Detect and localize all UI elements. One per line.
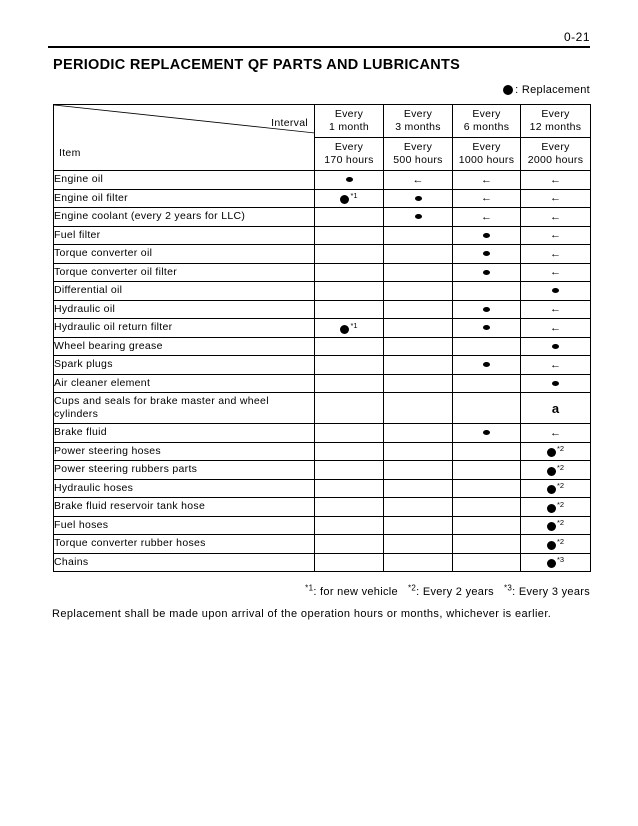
replacement-dot-icon <box>547 522 556 531</box>
schedule-cell <box>453 442 521 461</box>
interval-months-header: Every 6 months <box>453 105 521 138</box>
schedule-cell <box>384 479 453 498</box>
item-name: Torque converter rubber hoses <box>54 535 315 554</box>
table-row <box>54 319 591 338</box>
schedule-cell <box>453 319 521 338</box>
corner-diagonal <box>54 105 315 170</box>
same-as-left-arrow-icon: ← <box>550 426 561 439</box>
schedule-cell <box>453 171 521 190</box>
replacement-dot-icon <box>547 448 556 457</box>
schedule-cell <box>315 189 384 208</box>
schedule-letter: a <box>551 400 560 416</box>
item-name: Hydraulic oil return filter <box>54 319 315 338</box>
item-name: Differential oil <box>54 282 315 301</box>
same-as-left-arrow-icon: ← <box>550 303 561 316</box>
schedule-cell <box>315 245 384 264</box>
table-row <box>54 442 591 461</box>
replacement-dot-icon <box>346 177 353 182</box>
schedule-cell <box>521 282 591 301</box>
schedule-cell <box>384 245 453 264</box>
schedule-cell <box>453 337 521 356</box>
footnote-text: : Every 3 years <box>512 585 590 598</box>
replacement-dot-icon <box>552 288 559 293</box>
replacement-dot-icon <box>415 214 422 219</box>
item-name: Air cleaner element <box>54 374 315 393</box>
schedule-cell <box>384 393 453 424</box>
schedule-cell <box>315 479 384 498</box>
schedule-cell <box>315 282 384 301</box>
schedule-cell <box>315 356 384 375</box>
replacement-dot-icon <box>483 362 490 367</box>
schedule-cell <box>453 226 521 245</box>
footnote-ref: *1 <box>350 191 358 200</box>
schedule-cell <box>453 189 521 208</box>
footnote-ref: *2 <box>556 536 565 546</box>
table-row <box>54 245 591 264</box>
replacement-dot-icon <box>415 196 422 201</box>
table-row <box>54 393 591 424</box>
table-row <box>54 374 591 393</box>
replacement-dot-icon <box>340 195 349 204</box>
footnote-text: : Every 2 years <box>416 585 494 598</box>
replacement-note: Replacement shall be made upon arrival of the operation hours or months, whichever is earlier. <box>52 608 552 620</box>
interval-months-header: Every 3 months <box>384 105 453 138</box>
schedule-cell <box>315 319 384 338</box>
schedule-cell <box>521 300 591 319</box>
schedule-cell <box>521 393 591 424</box>
schedule-cell <box>521 263 591 282</box>
replacement-dot-icon <box>552 381 559 386</box>
replacement-dot-icon <box>547 541 556 550</box>
table-row <box>54 516 591 535</box>
schedule-cell <box>315 393 384 424</box>
table-row <box>54 208 591 227</box>
item-name: Brake fluid reservoir tank hose <box>54 498 315 517</box>
same-as-left-arrow-icon: ← <box>550 210 561 223</box>
schedule-cell <box>384 356 453 375</box>
item-name: Torque converter oil <box>54 245 315 264</box>
schedule-cell <box>384 208 453 227</box>
item-name: Cups and seals for brake master and wheel cylinders <box>54 393 315 424</box>
replacement-dot-icon <box>483 251 490 256</box>
interval-months-header: Every 12 months <box>521 105 591 138</box>
footnote-ref: *2 <box>556 444 565 453</box>
schedule-cell <box>453 516 521 535</box>
same-as-left-arrow-icon: ← <box>481 173 492 186</box>
table-corner-cell <box>54 105 315 171</box>
schedule-cell <box>384 553 453 572</box>
table-row <box>54 189 591 208</box>
item-name: Engine coolant (every 2 years for LLC) <box>54 208 315 227</box>
schedule-cell <box>315 208 384 227</box>
schedule-cell <box>521 553 591 572</box>
table-row <box>54 282 591 301</box>
legend <box>503 84 590 96</box>
schedule-cell <box>453 356 521 375</box>
footnote-mark: *2 <box>407 583 417 592</box>
schedule-cell <box>315 374 384 393</box>
interval-hours-header: Every 1000 hours <box>453 138 521 171</box>
page-number: 0-21 <box>563 30 590 44</box>
footnote-ref: *1 <box>350 320 358 330</box>
schedule-cell <box>521 424 591 443</box>
schedule-cell <box>315 516 384 535</box>
interval-hours-header: Every 170 hours <box>315 138 384 171</box>
footnote-ref: *3 <box>556 555 565 564</box>
item-heading: Item <box>59 147 81 159</box>
schedule-cell <box>453 535 521 554</box>
legend-label: : Replacement <box>515 84 590 96</box>
table-row <box>54 300 591 319</box>
same-as-left-arrow-icon: ← <box>550 358 561 371</box>
schedule-cell <box>384 424 453 443</box>
footnote-ref: *2 <box>556 518 565 527</box>
schedule-cell <box>315 535 384 554</box>
replacement-dot-icon <box>547 467 556 476</box>
table-row <box>54 356 591 375</box>
replacement-dot-icon <box>547 504 556 513</box>
schedule-cell <box>521 337 591 356</box>
schedule-cell <box>453 245 521 264</box>
schedule-cell <box>315 461 384 480</box>
footnote-mark: *3 <box>503 583 513 592</box>
schedule-cell <box>521 189 591 208</box>
footnote <box>407 583 494 598</box>
schedule-cell <box>453 263 521 282</box>
schedule-cell <box>521 226 591 245</box>
schedule-cell <box>453 282 521 301</box>
footnote-ref: *2 <box>556 481 565 490</box>
item-name: Fuel filter <box>54 226 315 245</box>
schedule-cell <box>315 442 384 461</box>
schedule-cell <box>453 424 521 443</box>
schedule-cell <box>315 226 384 245</box>
schedule-cell <box>384 189 453 208</box>
same-as-left-arrow-icon: ← <box>550 173 561 186</box>
schedule-cell <box>453 208 521 227</box>
schedule-cell <box>315 498 384 517</box>
schedule-cell <box>453 461 521 480</box>
schedule-cell <box>384 282 453 301</box>
table-row <box>54 461 591 480</box>
item-name: Hydraulic oil <box>54 300 315 319</box>
table-row <box>54 171 591 190</box>
schedule-cell <box>521 461 591 480</box>
footnote-mark: *1 <box>305 583 314 592</box>
table-row <box>54 424 591 443</box>
replacement-schedule-table <box>53 104 591 572</box>
schedule-cell <box>521 498 591 517</box>
replacement-dot-icon <box>483 233 490 238</box>
interval-hours-header: Every 500 hours <box>384 138 453 171</box>
table-row <box>54 337 591 356</box>
schedule-cell <box>315 300 384 319</box>
replacement-dot-icon <box>547 559 556 568</box>
schedule-cell <box>453 374 521 393</box>
schedule-cell <box>315 263 384 282</box>
footnote <box>503 583 590 598</box>
replacement-dot-icon <box>547 485 556 494</box>
item-name: Hydraulic hoses <box>54 479 315 498</box>
footnote-ref: *2 <box>556 462 565 472</box>
schedule-cell <box>384 516 453 535</box>
schedule-cell <box>521 535 591 554</box>
item-name: Engine oil filter <box>54 189 315 208</box>
schedule-cell <box>384 461 453 480</box>
same-as-left-arrow-icon: ← <box>412 173 424 186</box>
table-row <box>54 535 591 554</box>
schedule-cell <box>384 535 453 554</box>
interval-months-header: Every 1 month <box>315 105 384 138</box>
schedule-cell <box>384 498 453 517</box>
item-name: Spark plugs <box>54 356 315 375</box>
schedule-cell <box>521 356 591 375</box>
replacement-dot-icon <box>340 325 349 334</box>
item-name: Power steering rubbers parts <box>54 461 315 480</box>
replacement-dot-icon <box>483 307 490 312</box>
schedule-cell <box>453 498 521 517</box>
item-name: Wheel bearing grease <box>54 337 315 356</box>
schedule-cell <box>315 553 384 572</box>
item-name: Brake fluid <box>54 424 315 443</box>
item-name: Torque converter oil filter <box>54 263 315 282</box>
replacement-dot-icon <box>483 430 490 435</box>
schedule-cell <box>384 337 453 356</box>
interval-hours-header: Every 2000 hours <box>521 138 591 171</box>
schedule-cell <box>453 393 521 424</box>
item-name: Power steering hoses <box>54 442 315 461</box>
same-as-left-arrow-icon: ← <box>550 321 561 334</box>
schedule-cell <box>384 226 453 245</box>
schedule-cell <box>453 300 521 319</box>
schedule-cell <box>384 374 453 393</box>
same-as-left-arrow-icon: ← <box>550 266 561 279</box>
header-rule <box>48 46 590 48</box>
item-name: Chains <box>54 553 315 572</box>
same-as-left-arrow-icon: ← <box>550 247 561 260</box>
footnotes <box>295 583 590 598</box>
same-as-left-arrow-icon: ← <box>481 210 492 223</box>
schedule-cell <box>521 479 591 498</box>
replacement-dot-icon <box>552 344 559 349</box>
table-row <box>54 498 591 517</box>
schedule-cell <box>453 479 521 498</box>
schedule-cell <box>315 171 384 190</box>
schedule-cell <box>453 553 521 572</box>
table-row <box>54 226 591 245</box>
schedule-cell <box>521 374 591 393</box>
schedule-cell <box>384 300 453 319</box>
same-as-left-arrow-icon: ← <box>550 192 561 205</box>
table-row <box>54 553 591 572</box>
schedule-cell <box>384 263 453 282</box>
replacement-dot-icon <box>483 270 490 275</box>
interval-heading: Interval <box>271 117 308 129</box>
schedule-cell <box>521 208 591 227</box>
schedule-cell <box>521 442 591 461</box>
footnote <box>305 583 398 598</box>
schedule-cell <box>521 171 591 190</box>
table-row <box>54 479 591 498</box>
schedule-cell <box>315 424 384 443</box>
schedule-cell <box>384 442 453 461</box>
replacement-dot-icon <box>483 325 490 330</box>
same-as-left-arrow-icon: ← <box>550 229 561 242</box>
schedule-cell <box>521 245 591 264</box>
page-title: PERIODIC REPLACEMENT QF PARTS AND LUBRICANTS <box>53 57 461 73</box>
schedule-cell <box>384 171 453 190</box>
item-name: Fuel hoses <box>54 516 315 535</box>
footnote-text: : for new vehicle <box>313 585 398 598</box>
schedule-cell <box>315 337 384 356</box>
schedule-cell <box>384 319 453 338</box>
replacement-dot-icon <box>503 85 513 95</box>
schedule-cell <box>521 319 591 338</box>
schedule-cell <box>521 516 591 535</box>
item-name: Engine oil <box>54 171 315 190</box>
footnote-ref: *2 <box>556 499 565 509</box>
table-row <box>54 263 591 282</box>
same-as-left-arrow-icon: ← <box>481 192 492 205</box>
